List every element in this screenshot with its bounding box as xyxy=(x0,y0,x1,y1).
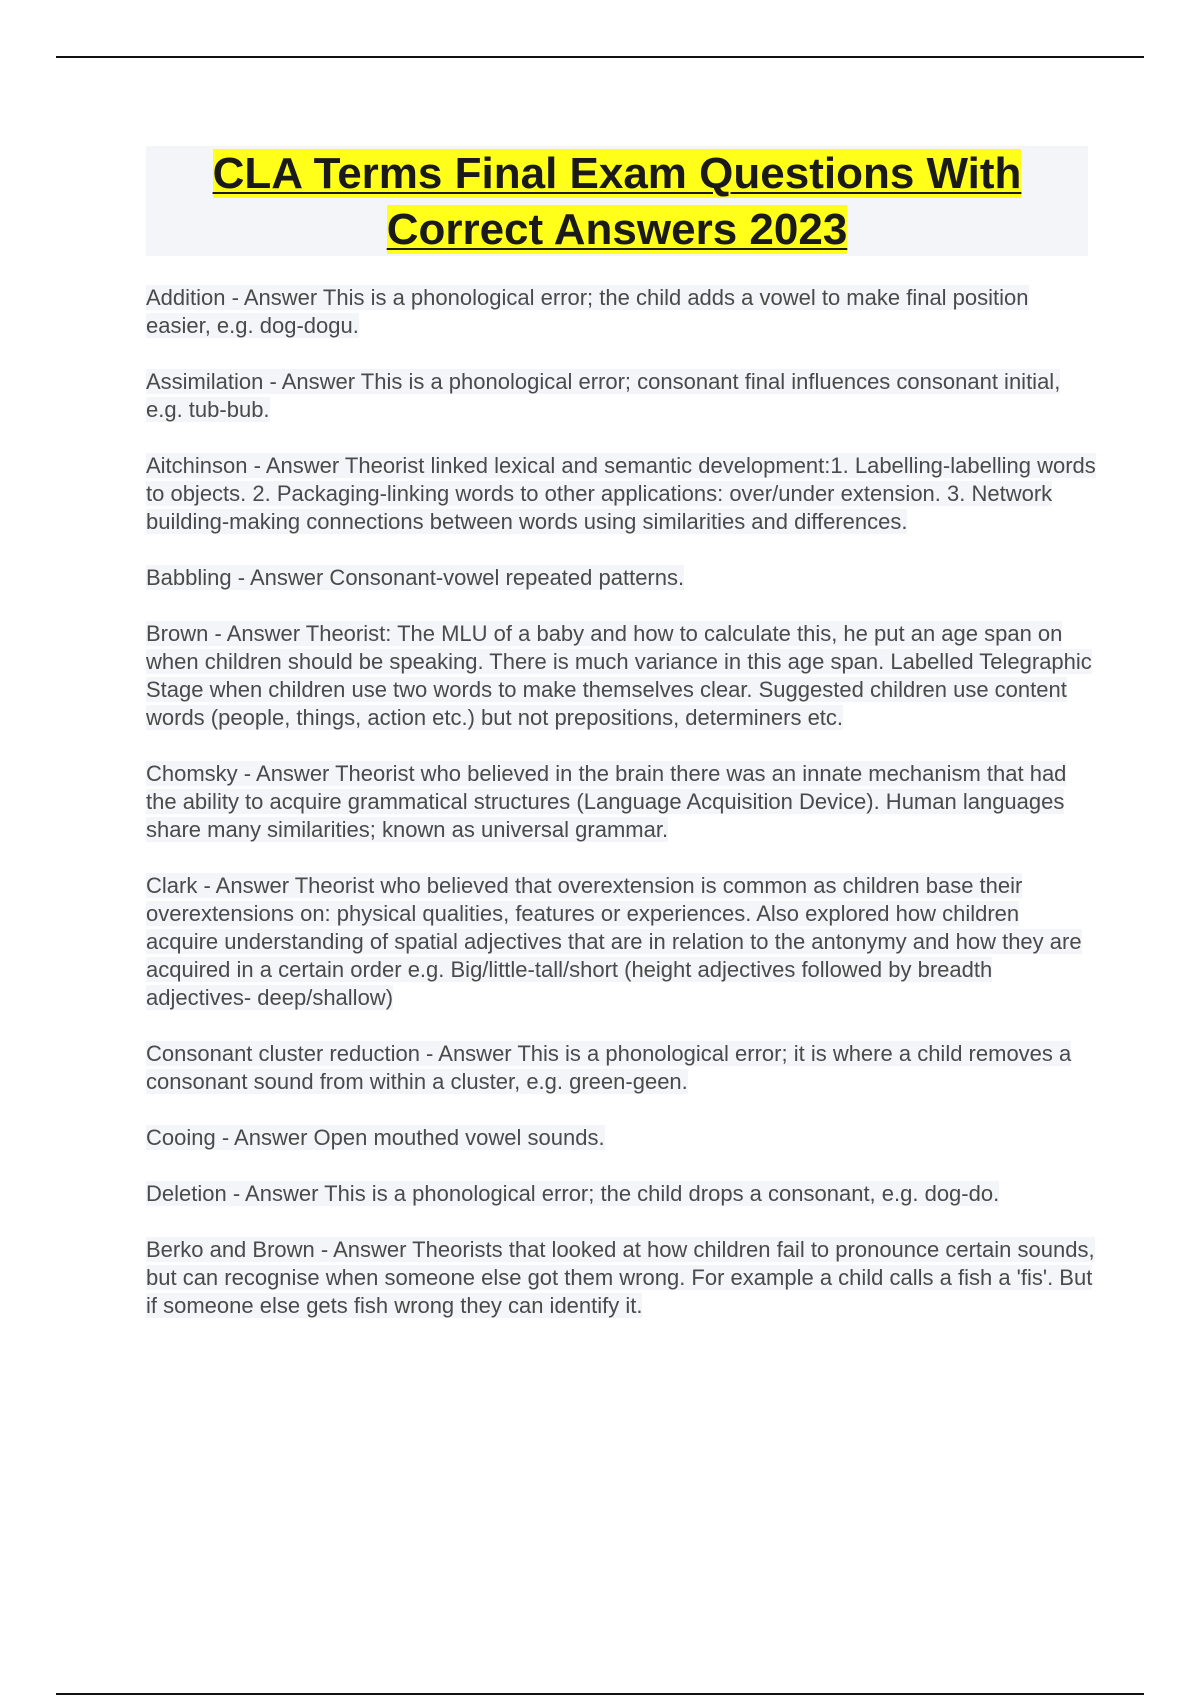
term-entry-deletion xyxy=(146,1180,1096,1208)
term-entry-addition xyxy=(146,284,1096,340)
title-block xyxy=(146,146,1088,256)
term-entry-cooing xyxy=(146,1124,1096,1152)
title-line-1: CLA Terms Final Exam Questions With xyxy=(212,149,1022,198)
page-title xyxy=(146,146,1088,258)
term-entry-babbling xyxy=(146,564,1096,592)
term-entry-aitchinson xyxy=(146,452,1096,536)
term-entry-chomsky xyxy=(146,760,1096,844)
bottom-rule xyxy=(56,1693,1144,1695)
term-text: Consonant cluster reduction - Answer This is a phonological error; it is where a child removes a consonant sound from within a cluster, e.g. green-geen. xyxy=(146,1041,1072,1094)
term-text: Clark - Answer Theorist who believed that overextension is common as children base their overextensions on: physical qualities, features or experiences. Also explored how children acquire understanding of spatial adjectives that are in relation to the antonymy and how they are acquired in a certain order e.g. Big/little-tall/short (height adjectives followed by breadth adjectives- deep/shallow) xyxy=(146,873,1082,1010)
term-text: Berko and Brown - Answer Theorists that looked at how children fail to pronounce certain sounds, but can recognise when someone else got them wrong. For example a child calls a fish a 'fis'. But if someone else gets fish wrong they can identify it. xyxy=(146,1237,1095,1318)
term-text: Assimilation - Answer This is a phonological error; consonant final influences consonant initial, e.g. tub-bub. xyxy=(146,369,1061,422)
title-line-2: Correct Answers 2023 xyxy=(386,205,848,254)
term-list xyxy=(146,284,1096,1348)
term-text: Deletion - Answer This is a phonological error; the child drops a consonant, e.g. dog-do. xyxy=(146,1181,1000,1206)
term-text: Brown - Answer Theorist: The MLU of a baby and how to calculate this, he put an age span on when children should be speaking. There is much variance in this age span. Labelled Telegraphic Stage when children use two words to make themselves clear. Suggested children use content words (people, things, action etc.) but not prepositions, determiners etc. xyxy=(146,621,1092,730)
term-text: Addition - Answer This is a phonological error; the child adds a vowel to make final position easier, e.g. dog-dogu. xyxy=(146,285,1029,338)
term-entry-berko-and-brown xyxy=(146,1236,1096,1320)
term-entry-clark xyxy=(146,872,1096,1012)
term-text: Chomsky - Answer Theorist who believed in the brain there was an innate mechanism that had the ability to acquire grammatical structures (Language Acquisition Device). Human languages share many similarities; known as universal grammar. xyxy=(146,761,1067,842)
term-entry-assimilation xyxy=(146,368,1096,424)
term-text: Babbling - Answer Consonant-vowel repeated patterns. xyxy=(146,565,685,590)
term-entry-brown xyxy=(146,620,1096,732)
term-entry-consonant-cluster-reduction xyxy=(146,1040,1096,1096)
term-text: Aitchinson - Answer Theorist linked lexical and semantic development:1. Labelling-labelling words to objects. 2. Packaging-linking words to other applications: over/under extension. 3. Network building-making connections between words using similarities and differences. xyxy=(146,453,1096,534)
top-rule xyxy=(56,56,1144,58)
term-text: Cooing - Answer Open mouthed vowel sounds. xyxy=(146,1125,605,1150)
